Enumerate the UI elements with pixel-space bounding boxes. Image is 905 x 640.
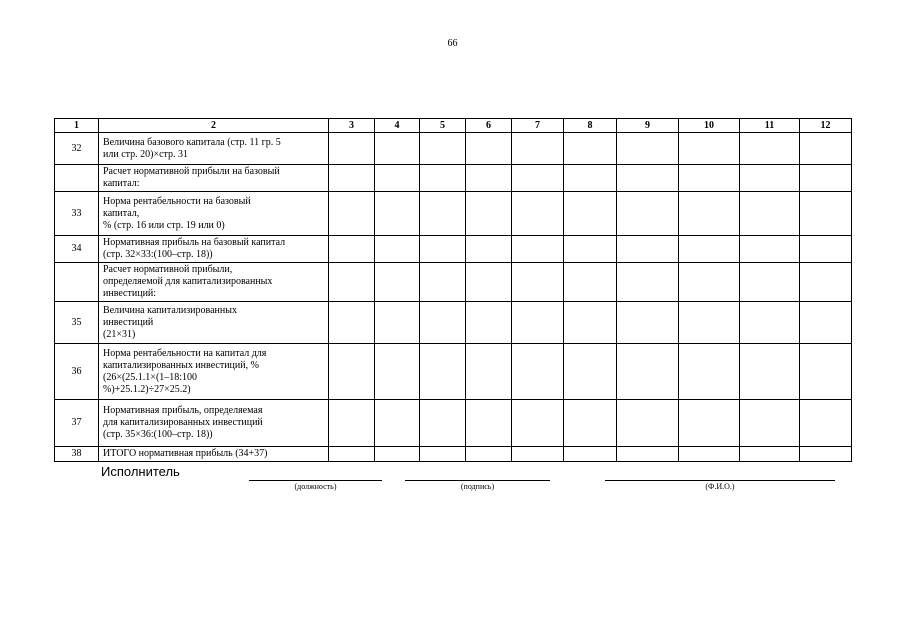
value-cell: [740, 236, 800, 263]
column-header: 1: [55, 119, 99, 133]
value-cell: [420, 165, 466, 192]
value-cell: [679, 236, 740, 263]
value-cell: [375, 263, 420, 302]
column-header: 5: [420, 119, 466, 133]
value-cell: [564, 133, 617, 165]
table-row: [55, 344, 852, 400]
value-cell: [420, 447, 466, 462]
value-cell: [679, 400, 740, 447]
value-cell: [564, 400, 617, 447]
description-line: Расчет нормативной прибыли на базовый: [103, 166, 280, 177]
value-cell: [679, 133, 740, 165]
value-cell: [679, 263, 740, 302]
row-description: [99, 263, 329, 302]
value-cell: [564, 165, 617, 192]
value-cell: [564, 447, 617, 462]
value-cell: [512, 165, 564, 192]
row-description: [99, 344, 329, 400]
table-row: [55, 133, 852, 165]
row-number: 36: [55, 344, 99, 400]
description-line: или стр. 20)×стр. 31: [103, 148, 189, 160]
value-cell: [740, 263, 800, 302]
value-cell: [740, 344, 800, 400]
value-cell: [512, 192, 564, 236]
column-header: 7: [512, 119, 564, 133]
description-line: (стр. 35×36:(100–стр. 18)): [103, 429, 213, 440]
description-line: Расчет нормативной прибыли,: [103, 264, 233, 275]
page-number: 66: [447, 38, 458, 49]
description-line: % (стр. 16 или стр. 19 или 0): [103, 219, 225, 231]
value-cell: [617, 133, 679, 165]
value-cell: [466, 236, 512, 263]
value-cell: [375, 133, 420, 165]
value-cell: [512, 302, 564, 344]
value-cell: [617, 400, 679, 447]
value-cell: [800, 192, 852, 236]
value-cell: [512, 447, 564, 462]
description-line: (стр. 32×33:(100–стр. 18)): [103, 249, 213, 260]
row-number: 37: [55, 400, 99, 447]
value-cell: [420, 133, 466, 165]
value-cell: [679, 165, 740, 192]
fio-signature-line: [605, 480, 835, 491]
value-cell: [329, 236, 375, 263]
value-cell: [420, 344, 466, 400]
table-row: [55, 400, 852, 447]
description-line: капитал,: [103, 207, 140, 219]
row-number: 32: [55, 133, 99, 165]
description-line: Величина базового капитала (стр. 11 гр. 5: [103, 136, 281, 148]
value-cell: [375, 344, 420, 400]
value-cell: [512, 133, 564, 165]
row-number: 33: [55, 192, 99, 236]
value-cell: [564, 344, 617, 400]
value-cell: [800, 133, 852, 165]
value-cell: [329, 447, 375, 462]
row-number: 34: [55, 236, 99, 263]
fio-caption: (Ф.И.О.): [705, 482, 735, 491]
column-header: 4: [375, 119, 420, 133]
description-line: Нормативная прибыль на базовый капитал: [103, 237, 286, 248]
value-cell: [800, 447, 852, 462]
value-cell: [740, 400, 800, 447]
column-header: 12: [800, 119, 852, 133]
value-cell: [466, 133, 512, 165]
value-cell: [512, 263, 564, 302]
value-cell: [740, 302, 800, 344]
value-cell: [800, 263, 852, 302]
description-line: определяемой для капитализированных: [103, 276, 273, 287]
value-cell: [420, 192, 466, 236]
description-line: Норма рентабельности на базовый: [103, 195, 251, 207]
signature-caption: (подпись): [460, 482, 495, 491]
value-cell: [375, 236, 420, 263]
value-cell: [466, 165, 512, 192]
row-number: [55, 263, 99, 302]
value-cell: [740, 165, 800, 192]
row-description: [99, 302, 329, 344]
description-line: капитал:: [103, 178, 140, 189]
value-cell: [466, 302, 512, 344]
value-cell: [466, 344, 512, 400]
value-cell: [617, 302, 679, 344]
row-description: [99, 447, 329, 462]
row-description: [99, 400, 329, 447]
value-cell: [420, 263, 466, 302]
row-number: [55, 165, 99, 192]
signature-line: [405, 480, 550, 491]
value-cell: [375, 400, 420, 447]
row-description: [99, 236, 329, 263]
position-caption: (должность): [294, 482, 337, 491]
description-line: (26×(25.1.1×(1–18:100: [103, 371, 198, 383]
column-header: 2: [99, 119, 329, 133]
column-header: 11: [740, 119, 800, 133]
value-cell: [564, 302, 617, 344]
value-cell: [617, 447, 679, 462]
value-cell: [420, 400, 466, 447]
executor-label: Исполнитель: [101, 464, 180, 479]
value-cell: [679, 344, 740, 400]
value-cell: [375, 192, 420, 236]
description-line: инвестиций:: [103, 288, 157, 299]
table-row: [55, 302, 852, 344]
value-cell: [420, 236, 466, 263]
value-cell: [466, 263, 512, 302]
description-line: %)+25.1.2)÷27×25.2): [103, 383, 191, 395]
value-cell: [375, 447, 420, 462]
description-line: Величина капитализированных: [103, 304, 237, 316]
value-cell: [329, 344, 375, 400]
value-cell: [800, 344, 852, 400]
row-description: [99, 165, 329, 192]
column-header: 3: [329, 119, 375, 133]
table-row: [55, 165, 852, 192]
position-signature-line: [249, 480, 382, 491]
table-row: [55, 447, 852, 462]
value-cell: [740, 192, 800, 236]
value-cell: [617, 165, 679, 192]
value-cell: [329, 133, 375, 165]
description-line: (21×31): [103, 328, 136, 340]
table-row: [55, 236, 852, 263]
value-cell: [329, 192, 375, 236]
description-line: инвестиций: [103, 316, 154, 328]
value-cell: [679, 302, 740, 344]
row-description: [99, 192, 329, 236]
value-cell: [375, 302, 420, 344]
value-cell: [800, 302, 852, 344]
value-cell: [740, 447, 800, 462]
value-cell: [679, 447, 740, 462]
value-cell: [329, 400, 375, 447]
value-cell: [740, 133, 800, 165]
row-number: 35: [55, 302, 99, 344]
value-cell: [329, 302, 375, 344]
description-line: ИТОГО нормативная прибыль (34+37): [103, 448, 268, 459]
value-cell: [564, 236, 617, 263]
table-header-row: [55, 119, 852, 133]
table-body: [55, 133, 852, 462]
value-cell: [617, 344, 679, 400]
row-description: [99, 133, 329, 165]
value-cell: [800, 165, 852, 192]
column-header: 8: [564, 119, 617, 133]
value-cell: [420, 302, 466, 344]
description-line: капитализированных инвестиций, %: [103, 359, 259, 371]
table-row: [55, 263, 852, 302]
value-cell: [617, 192, 679, 236]
value-cell: [679, 192, 740, 236]
value-cell: [564, 263, 617, 302]
value-cell: [800, 400, 852, 447]
value-cell: [466, 400, 512, 447]
value-cell: [617, 236, 679, 263]
value-cell: [564, 192, 617, 236]
value-cell: [512, 236, 564, 263]
column-header: 6: [466, 119, 512, 133]
value-cell: [512, 400, 564, 447]
value-cell: [329, 165, 375, 192]
description-line: Нормативная прибыль, определяемая: [103, 405, 263, 416]
value-cell: [512, 344, 564, 400]
description-line: для капитализированных инвестиций: [103, 417, 263, 428]
row-number: 38: [55, 447, 99, 462]
column-header: 10: [679, 119, 740, 133]
value-cell: [617, 263, 679, 302]
value-cell: [800, 236, 852, 263]
column-header: 9: [617, 119, 679, 133]
description-line: Норма рентабельности на капитал для: [103, 347, 267, 359]
normative-profit-table: [54, 118, 852, 462]
value-cell: [329, 263, 375, 302]
table-row: [55, 192, 852, 236]
value-cell: [466, 192, 512, 236]
value-cell: [466, 447, 512, 462]
value-cell: [375, 165, 420, 192]
